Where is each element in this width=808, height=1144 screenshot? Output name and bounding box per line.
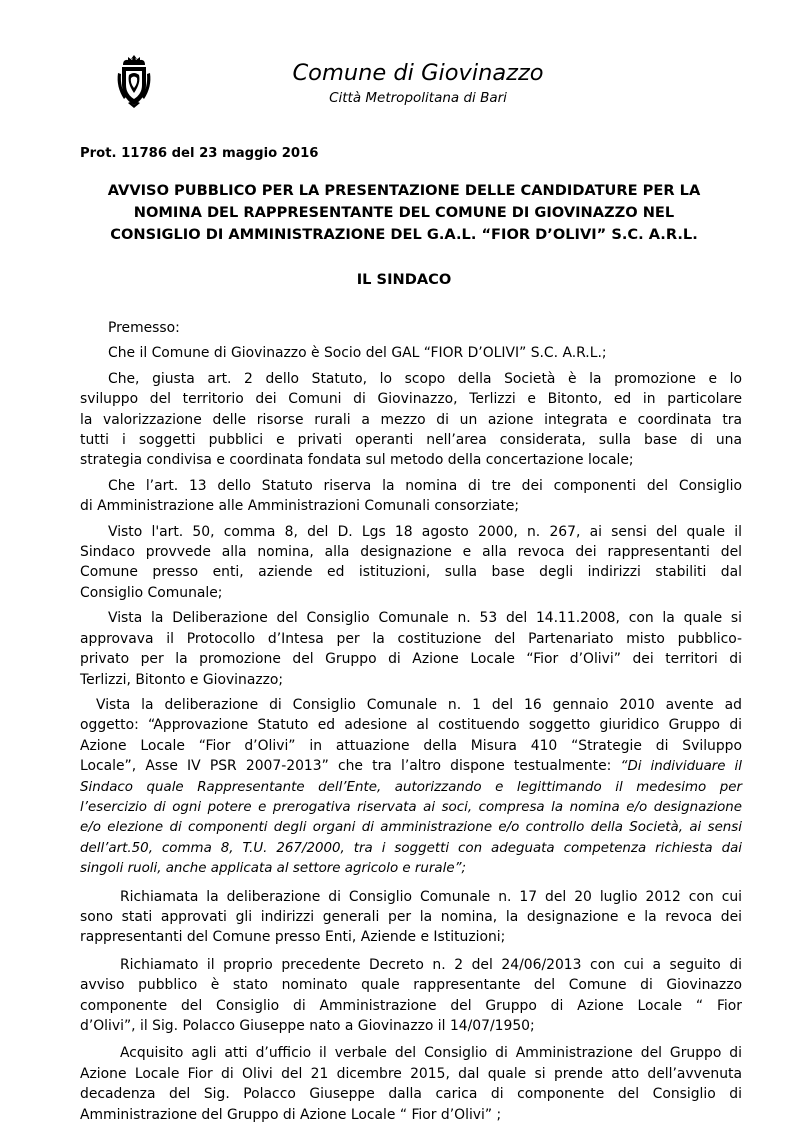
notice-title-line: AVVISO PUBBLICO PER LA PRESENTAZIONE DELLE CANDIDATURE PER LA xyxy=(107,182,701,199)
text-line: Azione Locale “Fior d’Olivi” in attuazione della Misura 410 “Strategie di Sviluppo xyxy=(80,737,742,754)
text-line: rappresentanti del Comune presso Enti, Aziende e Istituzioni; xyxy=(80,929,506,946)
quoted-text-line: singoli ruoli, anche applicata al settore agricolo e rurale”; xyxy=(80,861,467,877)
paragraph-art-13 xyxy=(80,476,742,517)
municipality-title: Comune di Giovinazzo xyxy=(292,60,544,86)
text-line: approvava il Protocollo d’Intesa per la costituzione del Partenariato misto pubblico- xyxy=(80,630,742,647)
text-line: Richiamata la deliberazione di Consiglio Comunale n. 17 del 20 luglio 2012 con cui xyxy=(120,888,742,905)
text-line: Vista la Deliberazione del Consiglio Comunale n. 53 del 14.11.2008, con la quale si xyxy=(108,610,742,627)
quoted-text-line: dell’art.50, comma 8, T.U. 267/2000, tra i soggetti con adeguata competenza richiesta dai xyxy=(80,840,742,856)
text-line: Comune presso enti, aziende ed istituzioni, sulla base degli indirizzi stabiliti dal xyxy=(80,564,742,581)
text-line: decadenza del Sig. Polacco Giuseppe dalla carica di componente del Consiglio di xyxy=(80,1086,742,1103)
text-line: di Amministrazione alle Amministrazioni Comunali consorziate; xyxy=(80,498,520,515)
text-line: Amministrazione del Gruppo di Azione Locale “ Fior d’Olivi” ; xyxy=(80,1106,502,1123)
notice-title-line: NOMINA DEL RAPPRESENTANTE DEL COMUNE DI GIOVINAZZO NEL xyxy=(133,204,675,221)
quoted-text-line: Sindaco quale Rappresentante dell’Ente, autorizzando e legittimando il medesimo per xyxy=(80,779,742,795)
text-line: sono stati approvati gli indirizzi generali per la nomina, la designazione e la revoca dei xyxy=(80,908,742,925)
text-line: Sindaco provvede alla nomina, alla designazione e alla revoca dei rappresentanti del xyxy=(80,544,742,561)
quoted-text-line: e/o elezione di componenti degli organi di amministrazione e/o controllo della Società, ai sensi xyxy=(80,820,742,836)
text-segment: Locale”, Asse IV PSR 2007-2013” che tra l’altro dispone testualmente: xyxy=(80,758,621,775)
municipal-crest-icon xyxy=(114,53,154,109)
paragraph-deliberation-1 xyxy=(80,695,742,880)
text-line xyxy=(80,756,742,777)
text-line: Che, giusta art. 2 dello Statuto, lo scopo della Società è la promozione e lo xyxy=(108,370,742,387)
text-line: la valorizzazione delle risorse rurali a mezzo di un azione integrata e coordinata tra xyxy=(80,411,742,428)
mayor-heading: IL SINDACO xyxy=(356,271,452,288)
text-line: Acquisito agli atti d’ufficio il verbale del Consiglio di Amministrazione del Gruppo di xyxy=(120,1045,742,1062)
notice-title xyxy=(60,180,748,246)
text-line: oggetto: “Approvazione Statuto ed adesione al costituendo soggetto giuridico Gruppo di xyxy=(80,717,742,734)
text-line: strategia condivisa e coordinata fondata sul metodo della concertazione locale; xyxy=(80,452,634,469)
text-line: Che il Comune di Giovinazzo è Socio del GAL “FIOR D’OLIVI” S.C. A.R.L.; xyxy=(108,345,607,362)
text-line: Premesso: xyxy=(108,320,180,336)
paragraph-statute-purpose xyxy=(80,369,742,471)
text-line: sviluppo del territorio dei Comuni di Giovinazzo, Terlizzi e Bitonto, ed in particolare xyxy=(80,391,742,408)
text-line: Che l’art. 13 dello Statuto riserva la nomina di tre dei componenti del Consiglio xyxy=(108,477,742,494)
paragraph-art-50 xyxy=(80,522,742,604)
text-line: avviso pubblico è stato nominato quale rappresentante del Comune di Giovinazzo xyxy=(80,977,742,994)
municipality-subtitle: Città Metropolitana di Bari xyxy=(329,90,507,106)
text-line: privato per la promozione del Gruppo di Azione Locale “Fior d’Olivi” dei territori di xyxy=(80,651,742,668)
text-line: componente del Consiglio di Amministrazione del Gruppo di Azione Locale “ Fior xyxy=(80,997,742,1014)
text-line: Visto l'art. 50, comma 8, del D. Lgs 18 agosto 2000, n. 267, ai sensi del quale il xyxy=(108,523,742,540)
quoted-text-line: l’esercizio di ogni potere e prerogativa riservata ai soci, compresa la nomina e/o designazione xyxy=(80,799,742,815)
document-body xyxy=(80,318,742,1125)
protocol-number: Prot. 11786 del 23 maggio 2016 xyxy=(80,146,319,161)
paragraph-board-minutes xyxy=(80,1043,742,1125)
text-line: d’Olivi”, il Sig. Polacco Giuseppe nato a Giovinazzo il 14/07/1950; xyxy=(80,1018,535,1034)
text-line: Azione Locale Fior di Olivi del 21 dicembre 2015, dal quale si prende atto dell’avvenuta xyxy=(80,1065,742,1082)
text-line: Consiglio Comunale; xyxy=(80,584,223,601)
paragraph-decree-2 xyxy=(80,955,742,1037)
text-line: Vista la deliberazione di Consiglio Comunale n. 1 del 16 gennaio 2010 avente ad xyxy=(96,696,742,713)
text-line: Terlizzi, Bitonto e Giovinazzo; xyxy=(80,671,284,688)
text-line: Richiamato il proprio precedente Decreto n. 2 del 24/06/2013 con cui a seguito di xyxy=(120,956,742,973)
text-line: tutti i soggetti pubblici e privati operanti nell’area considerata, sulla base di una xyxy=(80,432,742,449)
paragraph-deliberation-53 xyxy=(80,608,742,690)
paragraph-deliberation-17 xyxy=(80,887,742,948)
notice-title-line: CONSIGLIO DI AMMINISTRAZIONE DEL G.A.L. “FIOR D’OLIVI” S.C. A.R.L. xyxy=(110,226,698,243)
quoted-text: “Di individuare il xyxy=(620,759,743,775)
premise-intro xyxy=(80,318,742,338)
paragraph-member xyxy=(80,343,742,363)
